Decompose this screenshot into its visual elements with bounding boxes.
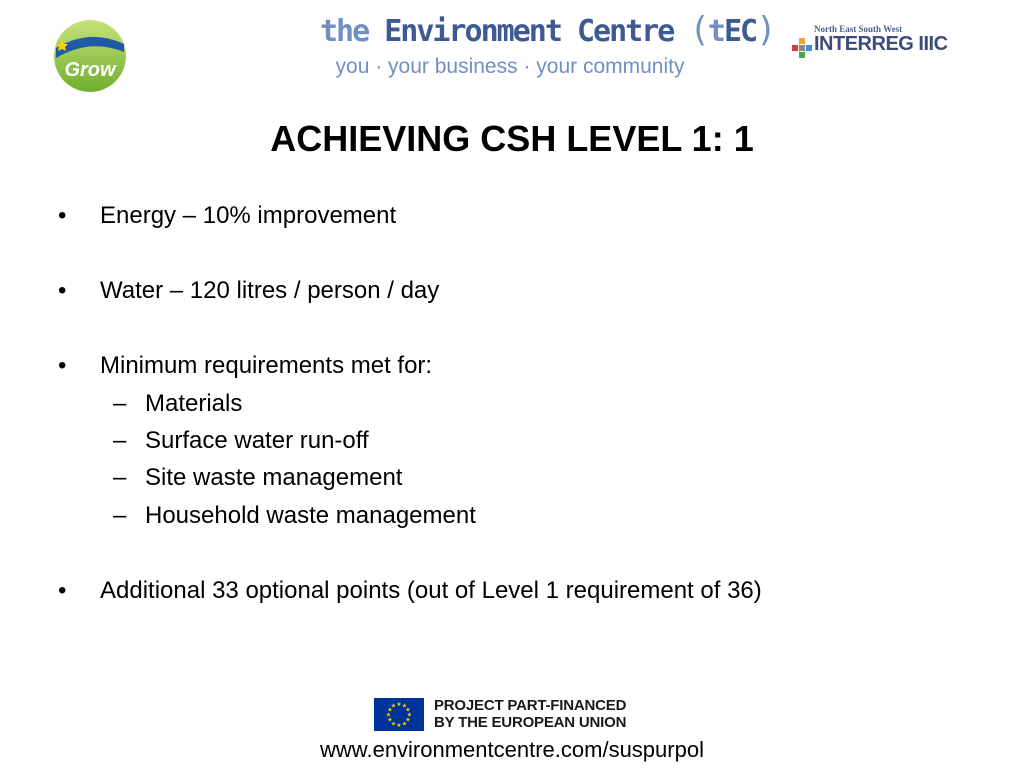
svg-text:★: ★ (390, 702, 397, 710)
interreg-logo (792, 24, 962, 64)
svg-text:★: ★ (405, 716, 411, 724)
grow-logo (52, 18, 128, 94)
bullet-item: • Water – 120 litres / person / day (58, 277, 440, 304)
svg-text:★: ★ (406, 711, 413, 719)
dash-icon: – (113, 427, 127, 454)
interreg-mark-icon (792, 38, 812, 58)
dash-icon: – (113, 502, 127, 529)
svg-text:★: ★ (405, 706, 411, 714)
svg-text:★: ★ (396, 701, 402, 708)
sub-bullet-item: – Household waste management (113, 502, 476, 529)
bullet-icon: • (58, 277, 67, 304)
svg-text:★: ★ (390, 720, 397, 728)
organization-header (320, 8, 775, 88)
footer-url: www.environmentcentre.com/suspurpol (320, 737, 704, 762)
sub-bullet-item: – Surface water run-off (113, 427, 369, 454)
svg-text:★: ★ (401, 702, 408, 710)
slide-title: ACHIEVING CSH LEVEL 1: 1 (270, 118, 754, 159)
eu-funding-text: PROJECT PART-FINANCED BY THE EUROPEAN UNION (434, 697, 627, 731)
bullet-item: • Additional 33 optional points (out of Level 1 requirement of 36) (58, 577, 762, 604)
bullet-icon: • (58, 577, 67, 604)
interreg-region-text: North East South West (814, 24, 903, 34)
organization-tagline: you · your business · your community (335, 55, 685, 78)
bullet-item: • Minimum requirements met for: (58, 352, 433, 379)
bullet-icon: • (58, 202, 67, 229)
dash-icon: – (113, 464, 127, 491)
eu-flag-icon (374, 698, 424, 731)
svg-text:★: ★ (387, 706, 393, 714)
interreg-name: INTERREG IIIC (814, 33, 948, 55)
svg-text:★: ★ (401, 720, 408, 728)
svg-text:★: ★ (387, 716, 393, 724)
sub-bullet-item: – Materials (113, 390, 243, 417)
bullet-item: • Energy – 10% improvement (58, 202, 397, 229)
dash-icon: – (113, 390, 127, 417)
svg-text:★: ★ (396, 722, 402, 729)
sub-bullet-item: – Site waste management (113, 464, 403, 491)
grow-logo-text: Grow (64, 59, 116, 81)
svg-text:★: ★ (385, 711, 392, 719)
bullet-icon: • (58, 352, 67, 379)
organization-name: the Environment Centre (tEC) (320, 10, 775, 50)
